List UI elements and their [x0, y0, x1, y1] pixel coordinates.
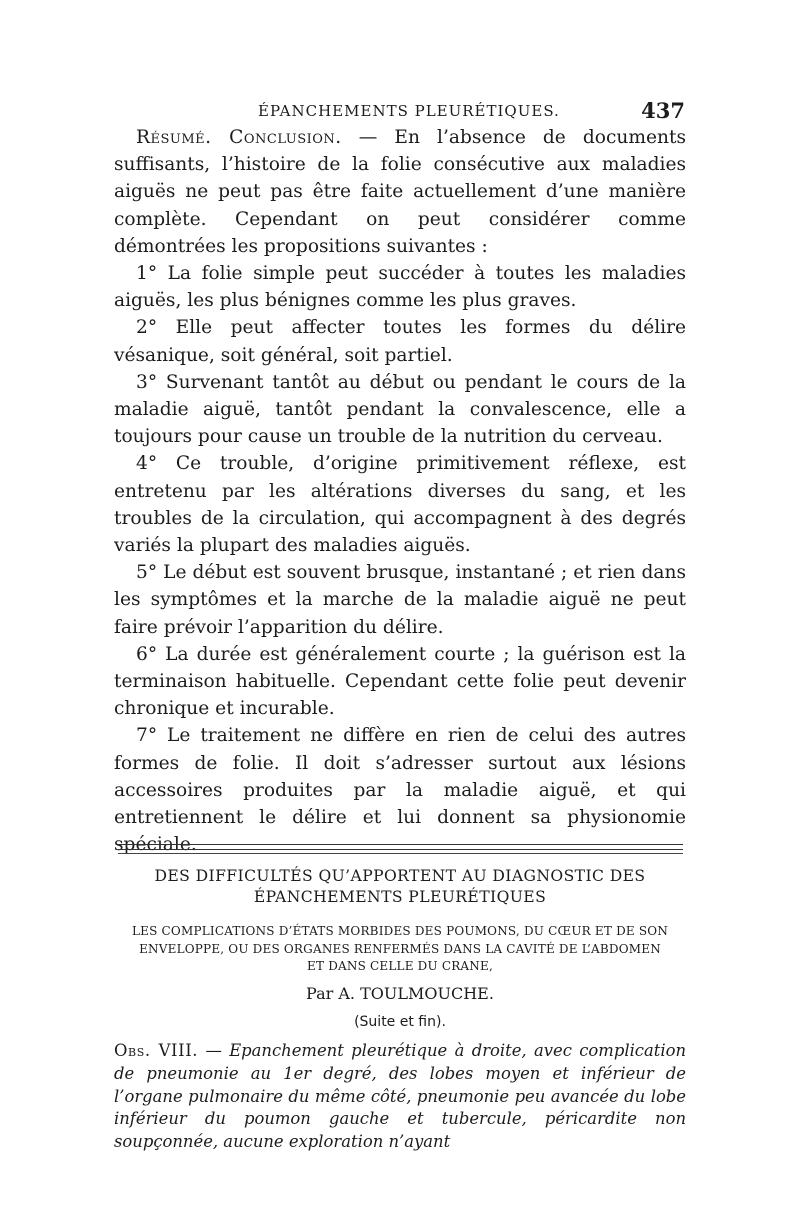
section-divider-double [118, 844, 683, 850]
observation-dash: — [198, 1041, 230, 1060]
article-title [114, 866, 686, 908]
observation-label: Obs. VIII. [114, 1041, 199, 1060]
proposition-1: 1° La folie simple peut succéder à toutes les maladies aiguës, les plus bénignes comme les plus graves. [114, 263, 686, 312]
article-title-line-2: ÉPANCHEMENTS PLEURÉTIQUES [253, 888, 547, 906]
observation-text: Epanchement pleurétique à droite, avec complication de pneumonie au 1er degré, des lobes moyen et inférieur de l’organe pulmonaire du même côté, pneumonie peu avancée du lobe inférieur du poumon gauche et tubercule, péricardite non soupçonnée, aucune exploration n’ayant [114, 1041, 687, 1152]
page-number: 437 [641, 98, 685, 123]
continuation-note: (Suite et fin). [354, 1014, 446, 1030]
conclusion-heading: Résumé. Conclusion. [136, 127, 342, 148]
article-subtitle-line-1: LES COMPLICATIONS D’ÉTATS MORBIDES DES POUMONS, DU CŒUR ET DE SON [131, 924, 669, 938]
section-divider-single [118, 853, 683, 854]
proposition-4: 4° Ce trouble, d’origine primitivement réflexe, est entretenu par les altérations diverses du sang, et les troubles de la circulation, qui accompagnent à des degrés variés la plupart des maladies aiguës. [114, 453, 686, 557]
article-subtitle-line-2: ENVELOPPE, OU DES ORGANES RENFERMÉS DANS LA CAVITÉ DE L’ABDOMEN [139, 941, 661, 956]
article-title-line-1: DES DIFFICULTÉS QU’APPORTENT AU DIAGNOSTIC DES [154, 867, 646, 885]
conclusion-section [114, 124, 686, 858]
proposition-7: 7° Le traitement ne diffère en rien de celui des autres formes de folie. Il doit s’adresser surtout aux lésions accessoires produites par la maladie aiguë, et qui entretiennent le délire et lui donnent sa physionomie spéciale. [114, 725, 686, 856]
observation-paragraph [114, 1040, 686, 1154]
proposition-6: 6° La durée est généralement courte ; la guérison est la terminaison habituelle. Cependant cette folie peut devenir chronique et incurable. [114, 643, 686, 720]
conclusion-paragraph [114, 124, 686, 260]
proposition-5: 5° Le début est souvent brusque, instantané ; et rien dans les symptômes et la marche de la maladie aiguë ne peut faire prévoir l’apparition du délire. [114, 562, 686, 638]
page-header [110, 98, 685, 126]
article-subtitle-line-3: ET DANS CELLE DU CRANE, [307, 959, 493, 973]
article-subtitle [114, 923, 686, 976]
article-author: Par A. TOULMOUCHE. [306, 984, 494, 1003]
proposition-3: 3° Survenant tantôt au début ou pendant le cours de la maladie aiguë, tantôt pendant la convalescence, elle a toujours pour cause un trouble de la nutrition du cerveau. [114, 371, 686, 448]
proposition-2: 2° Elle peut affecter toutes les formes du délire vésanique, soit général, soit partiel. [114, 317, 686, 366]
conclusion-text: — En l’absence de documents suffisants, l’histoire de la folie consécutive aux maladies aiguës ne peut pas être faite actuellement d’une manière complète. Cependant on peut considérer comme démontrées les propositions suivantes : [114, 127, 686, 257]
running-title: ÉPANCHEMENTS PLEURÉTIQUES. [258, 102, 560, 120]
